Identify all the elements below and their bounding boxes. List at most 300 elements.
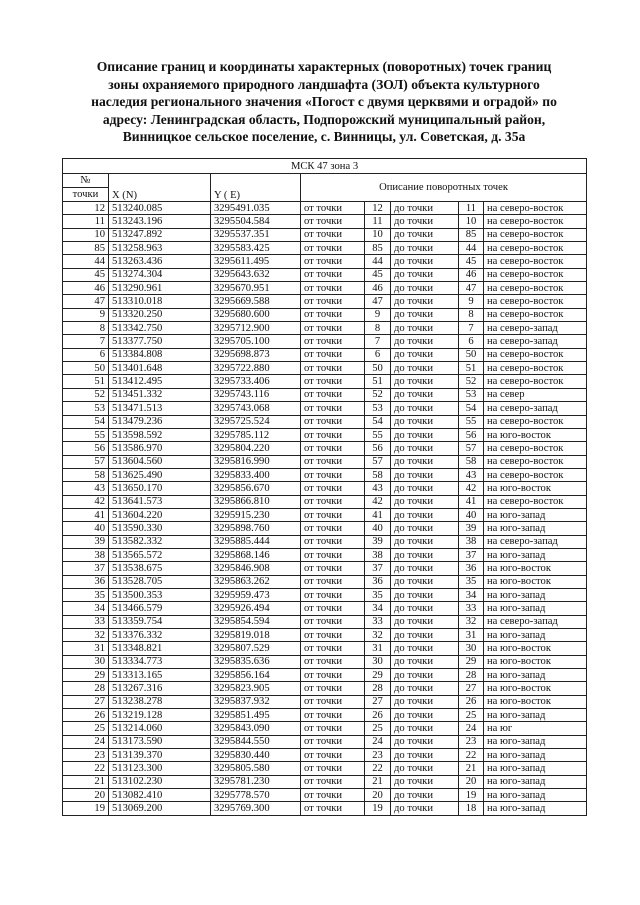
to-label: до точки — [391, 228, 459, 241]
to-label: до точки — [391, 588, 459, 601]
y-coordinate: 3295807.529 — [211, 642, 301, 655]
to-point: 34 — [459, 588, 484, 601]
direction: на юго-запад — [484, 775, 587, 788]
coordinate-system: МСК 47 зона 3 — [63, 159, 587, 174]
y-coordinate: 3295781.230 — [211, 775, 301, 788]
to-label: до точки — [391, 468, 459, 481]
x-coordinate: 513342.750 — [109, 322, 211, 335]
direction: на юго-запад — [484, 709, 587, 722]
to-point: 46 — [459, 268, 484, 281]
from-point: 8 — [365, 322, 391, 335]
point-number: 12 — [63, 202, 109, 215]
from-point: 53 — [365, 402, 391, 415]
header-row — [63, 174, 587, 188]
to-point: 39 — [459, 522, 484, 535]
from-label: от точки — [301, 442, 365, 455]
y-coordinate: 3295805.580 — [211, 762, 301, 775]
point-number: 26 — [63, 709, 109, 722]
table-row — [63, 802, 587, 815]
table-row — [63, 629, 587, 642]
direction: на северо-запад — [484, 402, 587, 415]
to-label: до точки — [391, 388, 459, 401]
table-row — [63, 202, 587, 215]
point-number: 37 — [63, 562, 109, 575]
point-number: 52 — [63, 388, 109, 401]
to-label: до точки — [391, 602, 459, 615]
from-point: 41 — [365, 508, 391, 521]
to-point: 23 — [459, 735, 484, 748]
direction: на юго-восток — [484, 482, 587, 495]
point-number: 19 — [63, 802, 109, 815]
y-coordinate: 3295680.600 — [211, 308, 301, 321]
from-label: от точки — [301, 375, 365, 388]
to-point: 54 — [459, 402, 484, 415]
direction: на юг — [484, 722, 587, 735]
from-point: 50 — [365, 362, 391, 375]
from-point: 11 — [365, 215, 391, 228]
table-row — [63, 242, 587, 255]
header-y: Y ( E) — [211, 174, 301, 202]
x-coordinate: 513238.278 — [109, 695, 211, 708]
x-coordinate: 513528.705 — [109, 575, 211, 588]
table-row — [63, 548, 587, 561]
y-coordinate: 3295743.068 — [211, 402, 301, 415]
from-point: 57 — [365, 455, 391, 468]
to-label: до точки — [391, 428, 459, 441]
to-point: 30 — [459, 642, 484, 655]
table-row — [63, 735, 587, 748]
from-label: от точки — [301, 655, 365, 668]
x-coordinate: 513274.304 — [109, 268, 211, 281]
from-label: от точки — [301, 629, 365, 642]
point-number: 23 — [63, 749, 109, 762]
y-coordinate: 3295898.760 — [211, 522, 301, 535]
x-coordinate: 513471.513 — [109, 402, 211, 415]
direction: на юго-восток — [484, 655, 587, 668]
from-point: 47 — [365, 295, 391, 308]
from-point: 30 — [365, 655, 391, 668]
direction: на юго-запад — [484, 749, 587, 762]
to-point: 53 — [459, 388, 484, 401]
from-label: от точки — [301, 335, 365, 348]
direction: на северо-восток — [484, 495, 587, 508]
direction: на северо-восток — [484, 295, 587, 308]
x-coordinate: 513590.330 — [109, 522, 211, 535]
x-coordinate: 513263.436 — [109, 255, 211, 268]
from-point: 55 — [365, 428, 391, 441]
from-label: от точки — [301, 428, 365, 441]
from-point: 10 — [365, 228, 391, 241]
y-coordinate: 3295537.351 — [211, 228, 301, 241]
point-number: 9 — [63, 308, 109, 321]
direction: на юго-восток — [484, 682, 587, 695]
table-row — [63, 282, 587, 295]
from-point: 43 — [365, 482, 391, 495]
from-label: от точки — [301, 722, 365, 735]
table-row — [63, 388, 587, 401]
point-number: 56 — [63, 442, 109, 455]
x-coordinate: 513313.165 — [109, 669, 211, 682]
table-row — [63, 228, 587, 241]
table-row — [63, 655, 587, 668]
y-coordinate: 3295705.100 — [211, 335, 301, 348]
y-coordinate: 3295837.932 — [211, 695, 301, 708]
to-label: до точки — [391, 735, 459, 748]
x-coordinate: 513320.250 — [109, 308, 211, 321]
to-point: 21 — [459, 762, 484, 775]
y-coordinate: 3295846.908 — [211, 562, 301, 575]
x-coordinate: 513565.572 — [109, 548, 211, 561]
y-coordinate: 3295854.594 — [211, 615, 301, 628]
direction: на юго-запад — [484, 762, 587, 775]
to-label: до точки — [391, 709, 459, 722]
to-label: до точки — [391, 775, 459, 788]
to-label: до точки — [391, 362, 459, 375]
from-label: от точки — [301, 695, 365, 708]
to-label: до точки — [391, 268, 459, 281]
from-point: 85 — [365, 242, 391, 255]
direction: на юго-запад — [484, 508, 587, 521]
table-row — [63, 468, 587, 481]
point-number: 55 — [63, 428, 109, 441]
from-point: 56 — [365, 442, 391, 455]
direction: на северо-восток — [484, 202, 587, 215]
to-point: 56 — [459, 428, 484, 441]
from-label: от точки — [301, 669, 365, 682]
to-point: 31 — [459, 629, 484, 642]
point-number: 39 — [63, 535, 109, 548]
x-coordinate: 513538.675 — [109, 562, 211, 575]
point-number: 8 — [63, 322, 109, 335]
point-number: 50 — [63, 362, 109, 375]
table-row — [63, 722, 587, 735]
x-coordinate: 513604.220 — [109, 508, 211, 521]
to-label: до точки — [391, 789, 459, 802]
y-coordinate: 3295769.300 — [211, 802, 301, 815]
to-point: 29 — [459, 655, 484, 668]
to-label: до точки — [391, 655, 459, 668]
point-number: 29 — [63, 669, 109, 682]
table-row — [63, 588, 587, 601]
from-point: 42 — [365, 495, 391, 508]
x-coordinate: 513466.579 — [109, 602, 211, 615]
x-coordinate: 513290.961 — [109, 282, 211, 295]
from-label: от точки — [301, 348, 365, 361]
direction: на северо-восток — [484, 442, 587, 455]
direction: на северо-запад — [484, 535, 587, 548]
x-coordinate: 513582.332 — [109, 535, 211, 548]
to-label: до точки — [391, 535, 459, 548]
to-point: 37 — [459, 548, 484, 561]
y-coordinate: 3295778.570 — [211, 789, 301, 802]
from-point: 20 — [365, 789, 391, 802]
to-label: до точки — [391, 455, 459, 468]
from-point: 22 — [365, 762, 391, 775]
from-label: от точки — [301, 762, 365, 775]
point-number: 57 — [63, 455, 109, 468]
from-label: от точки — [301, 588, 365, 601]
from-label: от точки — [301, 482, 365, 495]
to-label: до точки — [391, 562, 459, 575]
to-label: до точки — [391, 642, 459, 655]
table-row — [63, 215, 587, 228]
to-label: до точки — [391, 522, 459, 535]
from-point: 7 — [365, 335, 391, 348]
table-row — [63, 522, 587, 535]
y-coordinate: 3295669.588 — [211, 295, 301, 308]
table-row — [63, 268, 587, 281]
to-point: 6 — [459, 335, 484, 348]
point-number: 10 — [63, 228, 109, 241]
direction: на северо-восток — [484, 282, 587, 295]
from-label: от точки — [301, 202, 365, 215]
to-point: 50 — [459, 348, 484, 361]
table-row — [63, 602, 587, 615]
table-row — [63, 375, 587, 388]
x-coordinate: 513641.573 — [109, 495, 211, 508]
to-point: 20 — [459, 775, 484, 788]
from-point: 19 — [365, 802, 391, 815]
direction: на юго-восток — [484, 695, 587, 708]
x-coordinate: 513625.490 — [109, 468, 211, 481]
direction: на северо-восток — [484, 362, 587, 375]
y-coordinate: 3295785.112 — [211, 428, 301, 441]
from-point: 34 — [365, 602, 391, 615]
direction: на юго-запад — [484, 522, 587, 535]
from-point: 58 — [365, 468, 391, 481]
to-label: до точки — [391, 722, 459, 735]
to-point: 24 — [459, 722, 484, 735]
point-number: 53 — [63, 402, 109, 415]
x-coordinate: 513377.750 — [109, 335, 211, 348]
title-line: наследия регионального значения «Погост с двумя церквями и оградой» по — [91, 94, 557, 109]
table-row — [63, 682, 587, 695]
point-number: 38 — [63, 548, 109, 561]
coordinate-system-row — [63, 159, 587, 174]
direction: на северо-запад — [484, 335, 587, 348]
to-label: до точки — [391, 348, 459, 361]
from-label: от точки — [301, 735, 365, 748]
table-row — [63, 642, 587, 655]
y-coordinate: 3295670.951 — [211, 282, 301, 295]
point-number: 21 — [63, 775, 109, 788]
to-point: 85 — [459, 228, 484, 241]
y-coordinate: 3295819.018 — [211, 629, 301, 642]
x-coordinate: 513240.085 — [109, 202, 211, 215]
x-coordinate: 513247.892 — [109, 228, 211, 241]
direction: на северо-восток — [484, 268, 587, 281]
to-point: 47 — [459, 282, 484, 295]
point-number: 42 — [63, 495, 109, 508]
to-label: до точки — [391, 255, 459, 268]
from-point: 39 — [365, 535, 391, 548]
point-number: 28 — [63, 682, 109, 695]
from-point: 45 — [365, 268, 391, 281]
header-x: X (N) — [109, 174, 211, 202]
from-label: от точки — [301, 522, 365, 535]
to-point: 26 — [459, 695, 484, 708]
point-number: 45 — [63, 268, 109, 281]
from-label: от точки — [301, 508, 365, 521]
title-line: зоны охраняемого природного ландшафта (ЗОЛ) объекта культурного — [108, 76, 540, 92]
x-coordinate: 513650.170 — [109, 482, 211, 495]
x-coordinate: 513500.353 — [109, 588, 211, 601]
x-coordinate: 513451.332 — [109, 388, 211, 401]
x-coordinate: 513069.200 — [109, 802, 211, 815]
from-point: 35 — [365, 588, 391, 601]
from-point: 26 — [365, 709, 391, 722]
x-coordinate: 513401.648 — [109, 362, 211, 375]
point-number: 30 — [63, 655, 109, 668]
y-coordinate: 3295712.900 — [211, 322, 301, 335]
from-point: 31 — [365, 642, 391, 655]
to-label: до точки — [391, 802, 459, 815]
from-point: 21 — [365, 775, 391, 788]
from-point: 51 — [365, 375, 391, 388]
to-point: 38 — [459, 535, 484, 548]
x-coordinate: 513243.196 — [109, 215, 211, 228]
from-label: от точки — [301, 255, 365, 268]
point-number: 34 — [63, 602, 109, 615]
to-label: до точки — [391, 322, 459, 335]
x-coordinate: 513173.590 — [109, 735, 211, 748]
from-label: от точки — [301, 388, 365, 401]
table-row — [63, 255, 587, 268]
table-row — [63, 362, 587, 375]
direction: на юго-восток — [484, 562, 587, 575]
from-label: от точки — [301, 295, 365, 308]
direction: на северо-восток — [484, 455, 587, 468]
to-label: до точки — [391, 375, 459, 388]
from-point: 29 — [365, 669, 391, 682]
table-row — [63, 322, 587, 335]
y-coordinate: 3295643.632 — [211, 268, 301, 281]
table-row — [63, 455, 587, 468]
direction: на юго-запад — [484, 789, 587, 802]
point-number: 47 — [63, 295, 109, 308]
y-coordinate: 3295611.495 — [211, 255, 301, 268]
title-line: адресу: Ленинградская область, Подпорожский муниципальный район, — [102, 111, 546, 127]
to-point: 18 — [459, 802, 484, 815]
from-point: 44 — [365, 255, 391, 268]
y-coordinate: 3295725.524 — [211, 415, 301, 428]
direction: на юго-запад — [484, 802, 587, 815]
y-coordinate: 3295733.406 — [211, 375, 301, 388]
table-row — [63, 442, 587, 455]
x-coordinate: 513310.018 — [109, 295, 211, 308]
table-row — [63, 789, 587, 802]
point-number: 36 — [63, 575, 109, 588]
to-label: до точки — [391, 629, 459, 642]
to-point: 11 — [459, 202, 484, 215]
to-point: 44 — [459, 242, 484, 255]
y-coordinate: 3295823.905 — [211, 682, 301, 695]
from-label: от точки — [301, 749, 365, 762]
from-label: от точки — [301, 535, 365, 548]
direction: на северо-восток — [484, 228, 587, 241]
to-label: до точки — [391, 615, 459, 628]
to-label: до точки — [391, 762, 459, 775]
table-row — [63, 775, 587, 788]
direction: на юго-запад — [484, 548, 587, 561]
x-coordinate: 513082.410 — [109, 789, 211, 802]
x-coordinate: 513219.128 — [109, 709, 211, 722]
point-number: 35 — [63, 588, 109, 601]
y-coordinate: 3295926.494 — [211, 602, 301, 615]
direction: на юго-восток — [484, 575, 587, 588]
x-coordinate: 513258.963 — [109, 242, 211, 255]
to-point: 43 — [459, 468, 484, 481]
table-row — [63, 308, 587, 321]
to-label: до точки — [391, 202, 459, 215]
from-label: от точки — [301, 402, 365, 415]
to-label: до точки — [391, 295, 459, 308]
table-row — [63, 669, 587, 682]
from-label: от точки — [301, 802, 365, 815]
direction: на юго-запад — [484, 629, 587, 642]
x-coordinate: 513267.316 — [109, 682, 211, 695]
document-title — [64, 58, 584, 146]
y-coordinate: 3295491.035 — [211, 202, 301, 215]
x-coordinate: 513586.970 — [109, 442, 211, 455]
direction: на северо-восток — [484, 308, 587, 321]
y-coordinate: 3295856.164 — [211, 669, 301, 682]
x-coordinate: 513214.060 — [109, 722, 211, 735]
from-label: от точки — [301, 682, 365, 695]
to-label: до точки — [391, 242, 459, 255]
to-point: 8 — [459, 308, 484, 321]
from-label: от точки — [301, 455, 365, 468]
y-coordinate: 3295866.810 — [211, 495, 301, 508]
point-number: 7 — [63, 335, 109, 348]
point-number: 31 — [63, 642, 109, 655]
from-label: от точки — [301, 775, 365, 788]
x-coordinate: 513604.560 — [109, 455, 211, 468]
to-label: до точки — [391, 575, 459, 588]
to-point: 10 — [459, 215, 484, 228]
direction: на северо-восток — [484, 215, 587, 228]
table-row — [63, 402, 587, 415]
from-point: 46 — [365, 282, 391, 295]
to-point: 35 — [459, 575, 484, 588]
to-point: 7 — [459, 322, 484, 335]
table-row — [63, 535, 587, 548]
from-label: от точки — [301, 415, 365, 428]
y-coordinate: 3295722.880 — [211, 362, 301, 375]
point-number: 43 — [63, 482, 109, 495]
direction: на северо-восток — [484, 348, 587, 361]
direction: на северо-запад — [484, 322, 587, 335]
y-coordinate: 3295885.444 — [211, 535, 301, 548]
y-coordinate: 3295698.873 — [211, 348, 301, 361]
to-label: до точки — [391, 335, 459, 348]
table-row — [63, 428, 587, 441]
from-point: 28 — [365, 682, 391, 695]
from-point: 12 — [365, 202, 391, 215]
from-point: 33 — [365, 615, 391, 628]
y-coordinate: 3295959.473 — [211, 588, 301, 601]
from-label: от точки — [301, 548, 365, 561]
point-number: 41 — [63, 508, 109, 521]
x-coordinate: 513348.821 — [109, 642, 211, 655]
x-coordinate: 513384.808 — [109, 348, 211, 361]
x-coordinate: 513139.370 — [109, 749, 211, 762]
table-row — [63, 295, 587, 308]
from-label: от точки — [301, 789, 365, 802]
to-point: 52 — [459, 375, 484, 388]
direction: на юго-запад — [484, 602, 587, 615]
to-point: 55 — [459, 415, 484, 428]
